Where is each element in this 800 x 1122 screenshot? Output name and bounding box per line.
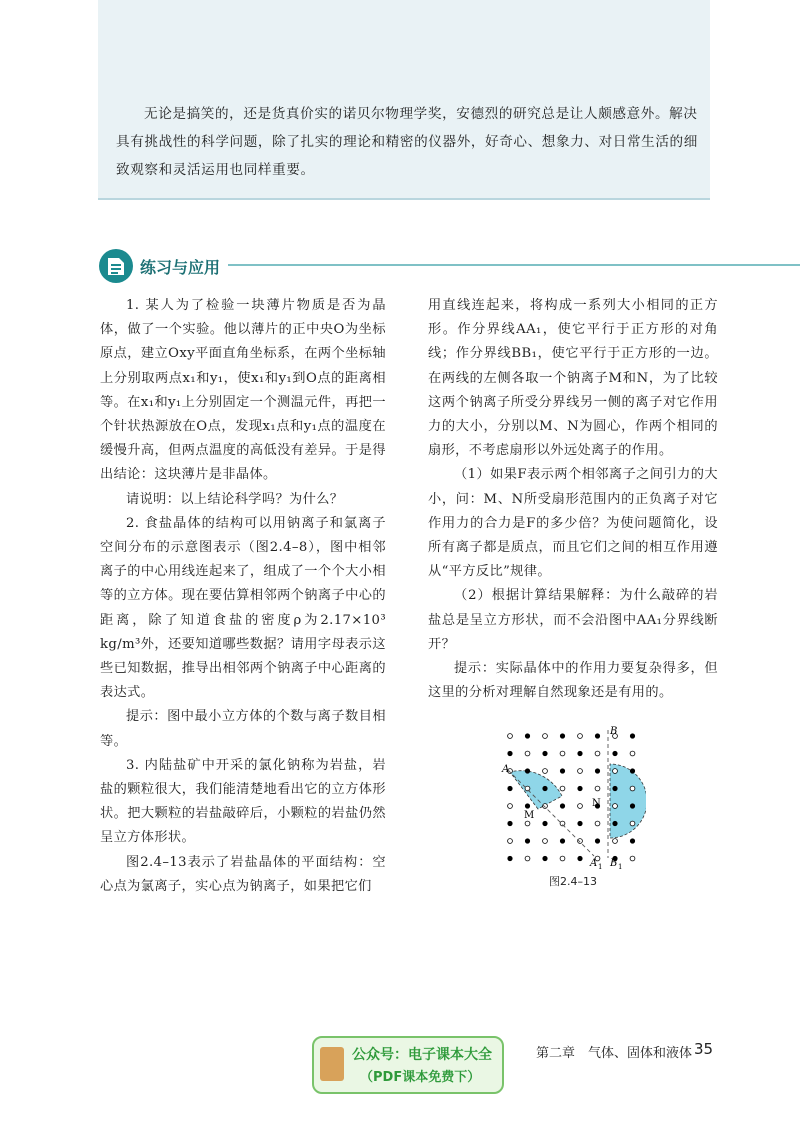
sodium-ion bbox=[612, 786, 617, 791]
chloride-ion bbox=[613, 839, 618, 844]
sector-n bbox=[610, 764, 646, 838]
sodium-ion bbox=[542, 751, 547, 756]
chloride-ion bbox=[578, 769, 583, 774]
right-column bbox=[428, 294, 718, 705]
sodium-ion bbox=[542, 821, 547, 826]
exercise-2-hint: 提示：图中最小立方体的个数与离子数目相等。 bbox=[100, 709, 386, 749]
chloride-ion bbox=[543, 769, 548, 774]
section-title: 练习与应用 bbox=[140, 258, 221, 277]
book-icon bbox=[320, 1047, 344, 1081]
sodium-ion bbox=[507, 751, 512, 756]
chloride-ion bbox=[578, 839, 583, 844]
exercise-1-question: 请说明：以上结论科学吗？为什么？ bbox=[126, 491, 344, 507]
exercise-icon bbox=[98, 248, 134, 284]
exercise-1: 1. 某人为了检验一块薄片物质是否为晶体，做了一个实验。他以薄片的正中央O为坐标原点，建立Oxy平面直角坐标系，在两个坐标轴上分别取两点x₁和y₁，使x₁和y₁到O点的距离相等。在x₁和y₁上分别固定一个测温元件，再把一个针状热源放在O点，发现x₁点和y₁点的温度在缓慢升高，但两点温度的高低没有差异。于是得出结论：这块薄片是非晶体。 bbox=[100, 298, 386, 483]
sodium-ion bbox=[630, 733, 635, 738]
promo-line-2: （PDF课本免费下） bbox=[360, 1070, 481, 1085]
figure-caption: 图2.4–13 bbox=[549, 875, 597, 888]
label-b1: B bbox=[610, 858, 618, 869]
label-b: B bbox=[610, 726, 618, 737]
label-a1-sub: 1 bbox=[598, 863, 603, 871]
sodium-ion bbox=[612, 821, 617, 826]
chloride-ion bbox=[560, 856, 565, 861]
chloride-ion bbox=[508, 734, 513, 739]
label-n: N bbox=[592, 798, 601, 809]
sodium-ion bbox=[560, 803, 565, 808]
sodium-ion bbox=[577, 786, 582, 791]
chloride-ion bbox=[613, 804, 618, 809]
exercise-3-question-1: （1）如果F表示两个相邻离子之间引力的大小，问：M、N所受扇形范围内的正负离子对它作用力的合力是F的多少倍？为使问题简化，设所有离子都是质点，而且它们之间的相互作用遵从“平方反比”规律。 bbox=[428, 467, 718, 580]
sodium-ion bbox=[507, 786, 512, 791]
left-column bbox=[100, 294, 386, 899]
chloride-ion bbox=[630, 751, 635, 756]
promo-line-1: 公众号：电子课本大全 bbox=[352, 1047, 492, 1063]
sodium-ion bbox=[525, 733, 530, 738]
sodium-ion bbox=[612, 751, 617, 756]
sodium-ion bbox=[507, 856, 512, 861]
label-m: M bbox=[524, 810, 535, 821]
sodium-ion bbox=[507, 821, 512, 826]
exercise-3-hint: 提示：实际晶体中的作用力要复杂得多，但这里的分析对理解自然现象还是有用的。 bbox=[428, 661, 718, 701]
chloride-ion bbox=[560, 786, 565, 791]
exercise-3: 3. 内陆盐矿中开采的氯化钠称为岩盐，岩盐的颗粒很大，我们能清楚地看出它的立方体形状。把大颗粒的岩盐敲碎后，小颗粒的岩盐仍然呈立方体形状。 bbox=[100, 757, 386, 846]
promo-banner bbox=[312, 1036, 504, 1094]
chloride-ion bbox=[595, 786, 600, 791]
chloride-ion bbox=[613, 769, 618, 774]
sodium-ion bbox=[525, 768, 530, 773]
sodium-ion bbox=[542, 786, 547, 791]
sodium-ion bbox=[560, 733, 565, 738]
sodium-ion bbox=[630, 768, 635, 773]
reading-box-divider bbox=[98, 198, 710, 200]
chloride-ion bbox=[525, 751, 530, 756]
chloride-ion bbox=[543, 734, 548, 739]
section-header bbox=[98, 248, 800, 284]
sodium-ion bbox=[560, 838, 565, 843]
chloride-ion bbox=[543, 839, 548, 844]
label-b1-sub: 1 bbox=[618, 863, 623, 871]
sodium-ion bbox=[525, 838, 530, 843]
sodium-ion bbox=[542, 856, 547, 861]
sodium-ion bbox=[595, 768, 600, 773]
label-a: A bbox=[502, 764, 510, 775]
crystal-lattice-figure bbox=[496, 726, 646, 896]
section-rule bbox=[228, 264, 800, 266]
chloride-ion bbox=[595, 821, 600, 826]
chloride-ion bbox=[578, 734, 583, 739]
page-number: 35 bbox=[694, 1040, 714, 1058]
exercise-2: 2. 食盐晶体的结构可以用钠离子和氯离子空间分布的示意图表示（图2.4–8），图中相邻离子的中心用线连起来了，组成了一个个大小相等的立方体。现在要估算相邻两个钠离子中心的距离，除了知道食盐的密度ρ为2.17×10³ kg/m³外，还要知道哪些数据？请用字母表示这些已知数据，推导出相邻两个钠离子中心距离的表达式。 bbox=[100, 515, 386, 701]
reading-paragraph: 无论是搞笑的，还是货真价实的诺贝尔物理学奖，安德烈的研究总是让人颇感意外。解决具有挑战性的科学问题，除了扎实的理论和精密的仪器外，好奇心、想象力、对日常生活的细致观察和灵活运用也同样重要。 bbox=[116, 106, 698, 178]
sector-m bbox=[510, 771, 562, 809]
chloride-ion bbox=[630, 821, 635, 826]
chloride-ion bbox=[560, 821, 565, 826]
sodium-ion bbox=[595, 733, 600, 738]
chloride-ion bbox=[525, 786, 530, 791]
chloride-ion bbox=[578, 804, 583, 809]
sodium-ion bbox=[577, 821, 582, 826]
exercise-3-question-2: （2）根据计算结果解释：为什么敲碎的岩盐总是呈立方形状，而不会沿图中AA₁分界线断开？ bbox=[428, 588, 718, 652]
chloride-ion bbox=[543, 804, 548, 809]
chloride-ion bbox=[560, 751, 565, 756]
chapter-footer: 第二章 气体、固体和液体 bbox=[536, 1046, 693, 1061]
sodium-ion bbox=[560, 768, 565, 773]
chloride-ion bbox=[630, 786, 635, 791]
chloride-ion bbox=[525, 821, 530, 826]
sodium-ion bbox=[630, 838, 635, 843]
sodium-ion bbox=[595, 838, 600, 843]
label-a1: A bbox=[590, 858, 598, 869]
chloride-ion bbox=[508, 839, 513, 844]
sodium-ion bbox=[630, 803, 635, 808]
chloride-ion bbox=[525, 856, 530, 861]
exercise-3-continued: 用直线连起来，将构成一系列大小相同的正方形。作分界线AA₁，使它平行于正方形的对角线；作分界线BB₁，使它平行于正方形的一边。在两线的左侧各取一个钠离子M和N，为了比较这两个钠离子所受分界线另一侧的离子对它作用力的大小，分别以M、N为圆心，作两个相同的扇形，不考虑扇形以外远处离子的作用。 bbox=[428, 298, 718, 459]
sodium-ion bbox=[577, 751, 582, 756]
chloride-ion bbox=[630, 856, 635, 861]
chloride-ion bbox=[595, 751, 600, 756]
exercise-3-structure: 图2.4–13表示了岩盐晶体的平面结构：空心点为氯离子，实心点为钠离子，如果把它们 bbox=[100, 854, 386, 894]
sodium-ion bbox=[525, 803, 530, 808]
chloride-ion bbox=[508, 804, 513, 809]
sodium-ion bbox=[577, 856, 582, 861]
